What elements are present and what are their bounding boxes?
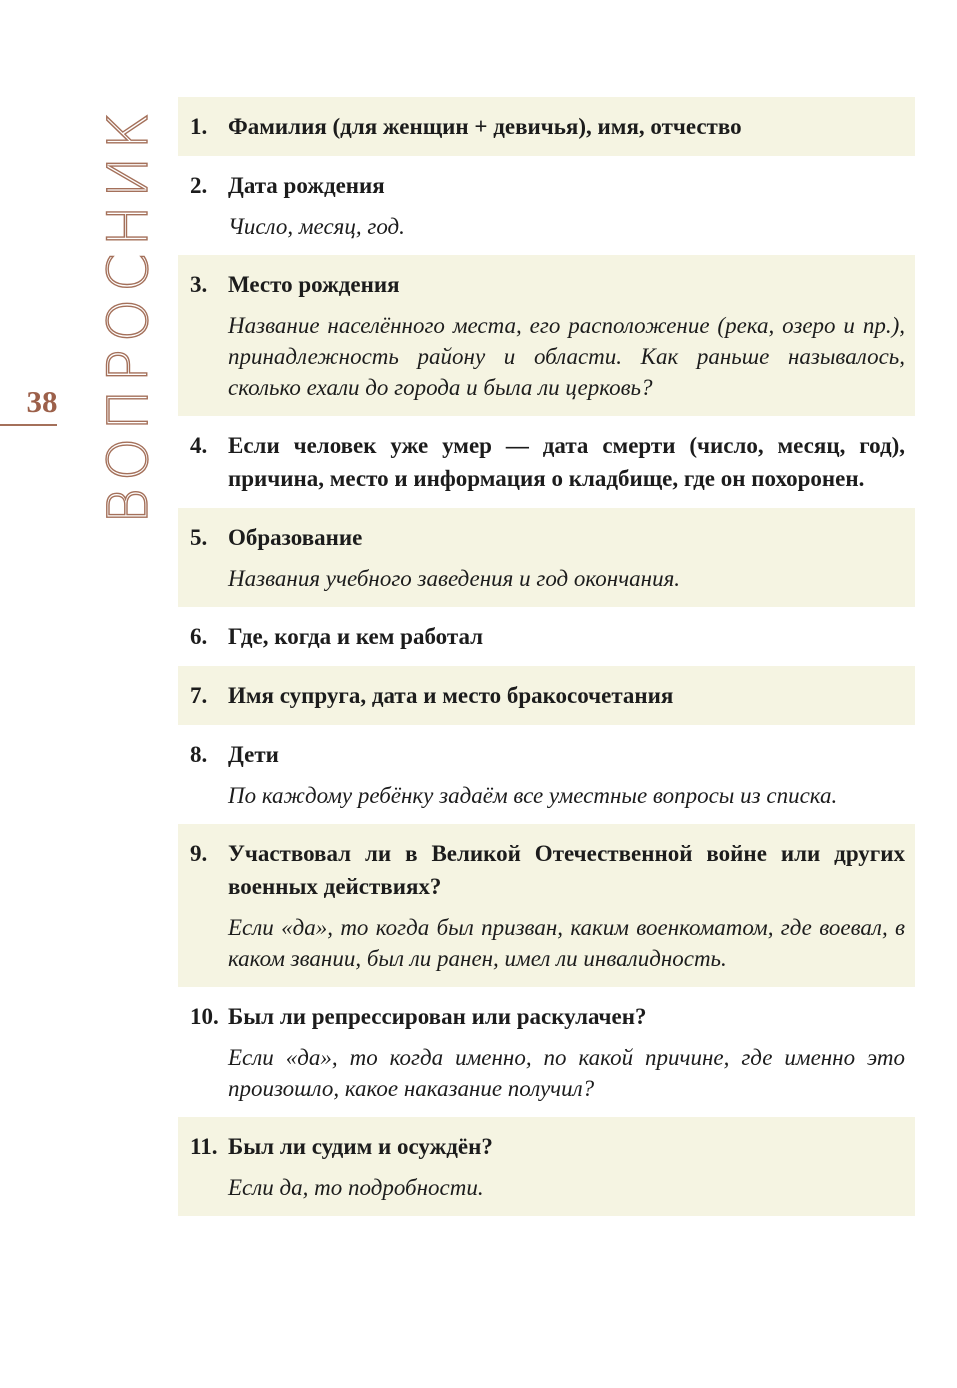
question-note: Если да, то подробности. bbox=[228, 1175, 484, 1200]
question-heading bbox=[178, 837, 905, 903]
page-number-rule bbox=[0, 424, 57, 426]
question-number: 10. bbox=[190, 1004, 219, 1029]
question-note: Названия учебного заведения и год окончания. bbox=[228, 566, 681, 591]
question-number: 6. bbox=[190, 624, 208, 649]
question-item bbox=[178, 1117, 915, 1216]
question-note: Число, месяц, год. bbox=[228, 214, 405, 239]
question-number: 11. bbox=[190, 1134, 218, 1159]
question-item bbox=[178, 666, 915, 725]
question-item bbox=[178, 987, 915, 1117]
question-item bbox=[178, 824, 915, 987]
question-title: Фамилия (для женщин + девичья), имя, отчество bbox=[228, 114, 742, 139]
questionnaire-list bbox=[178, 97, 915, 1216]
question-title: Дети bbox=[228, 742, 279, 767]
question-number: 2. bbox=[190, 173, 208, 198]
question-title: Был ли репрессирован или раскулачен? bbox=[228, 1004, 647, 1029]
question-title: Имя супруга, дата и место бракосочетания bbox=[228, 683, 674, 708]
question-item bbox=[178, 725, 915, 824]
question-item bbox=[178, 508, 915, 607]
question-item bbox=[178, 255, 915, 416]
question-heading bbox=[178, 110, 905, 143]
question-title: Место рождения bbox=[228, 272, 400, 297]
question-number: 7. bbox=[190, 683, 208, 708]
question-heading bbox=[178, 521, 905, 554]
question-item bbox=[178, 97, 915, 156]
question-heading bbox=[178, 429, 905, 495]
question-number: 1. bbox=[190, 114, 208, 139]
question-number: 3. bbox=[190, 272, 208, 297]
question-title: Образование bbox=[228, 525, 363, 550]
page-number: 38 bbox=[26, 384, 58, 419]
question-number: 9. bbox=[190, 841, 208, 866]
question-item bbox=[178, 416, 915, 508]
question-heading bbox=[178, 1130, 905, 1163]
question-heading bbox=[178, 268, 905, 301]
question-title: Участвовал ли в Великой Отечественной войне или других военных действиях? bbox=[228, 841, 905, 899]
question-heading bbox=[178, 738, 905, 771]
question-heading bbox=[178, 169, 905, 202]
question-item bbox=[178, 607, 915, 666]
question-title: Где, когда и кем работал bbox=[228, 624, 484, 649]
question-note: Название населённого места, его расположение (река, озеро и пр.), принадлежность району и области. Как раньше называлось, сколько ехали до города и была ли церковь? bbox=[228, 313, 905, 400]
question-note: Если «да», то когда именно, по какой причине, где именно это произошло, какое наказание получил? bbox=[228, 1045, 905, 1101]
question-heading bbox=[178, 679, 905, 712]
question-note: По каждому ребёнку задаём все уместные вопросы из списка. bbox=[228, 783, 838, 808]
question-number: 8. bbox=[190, 742, 208, 767]
question-heading bbox=[178, 620, 905, 653]
question-title: Дата рождения bbox=[228, 173, 385, 198]
question-item bbox=[178, 156, 915, 255]
question-heading bbox=[178, 1000, 905, 1033]
chapter-vertical-title: ВОПРОСНИК bbox=[96, 105, 160, 524]
question-title: Был ли судим и осуждён? bbox=[228, 1134, 493, 1159]
question-title: Если человек уже умер — дата смерти (число, месяц, год), причина, место и информация о кладбище, где он похоронен. bbox=[228, 433, 905, 491]
question-number: 5. bbox=[190, 525, 208, 550]
question-note: Если «да», то когда был призван, каким военкоматом, где воевал, в каком звании, был ли ранен, имел ли инвалидность. bbox=[228, 915, 905, 971]
question-number: 4. bbox=[190, 433, 208, 458]
